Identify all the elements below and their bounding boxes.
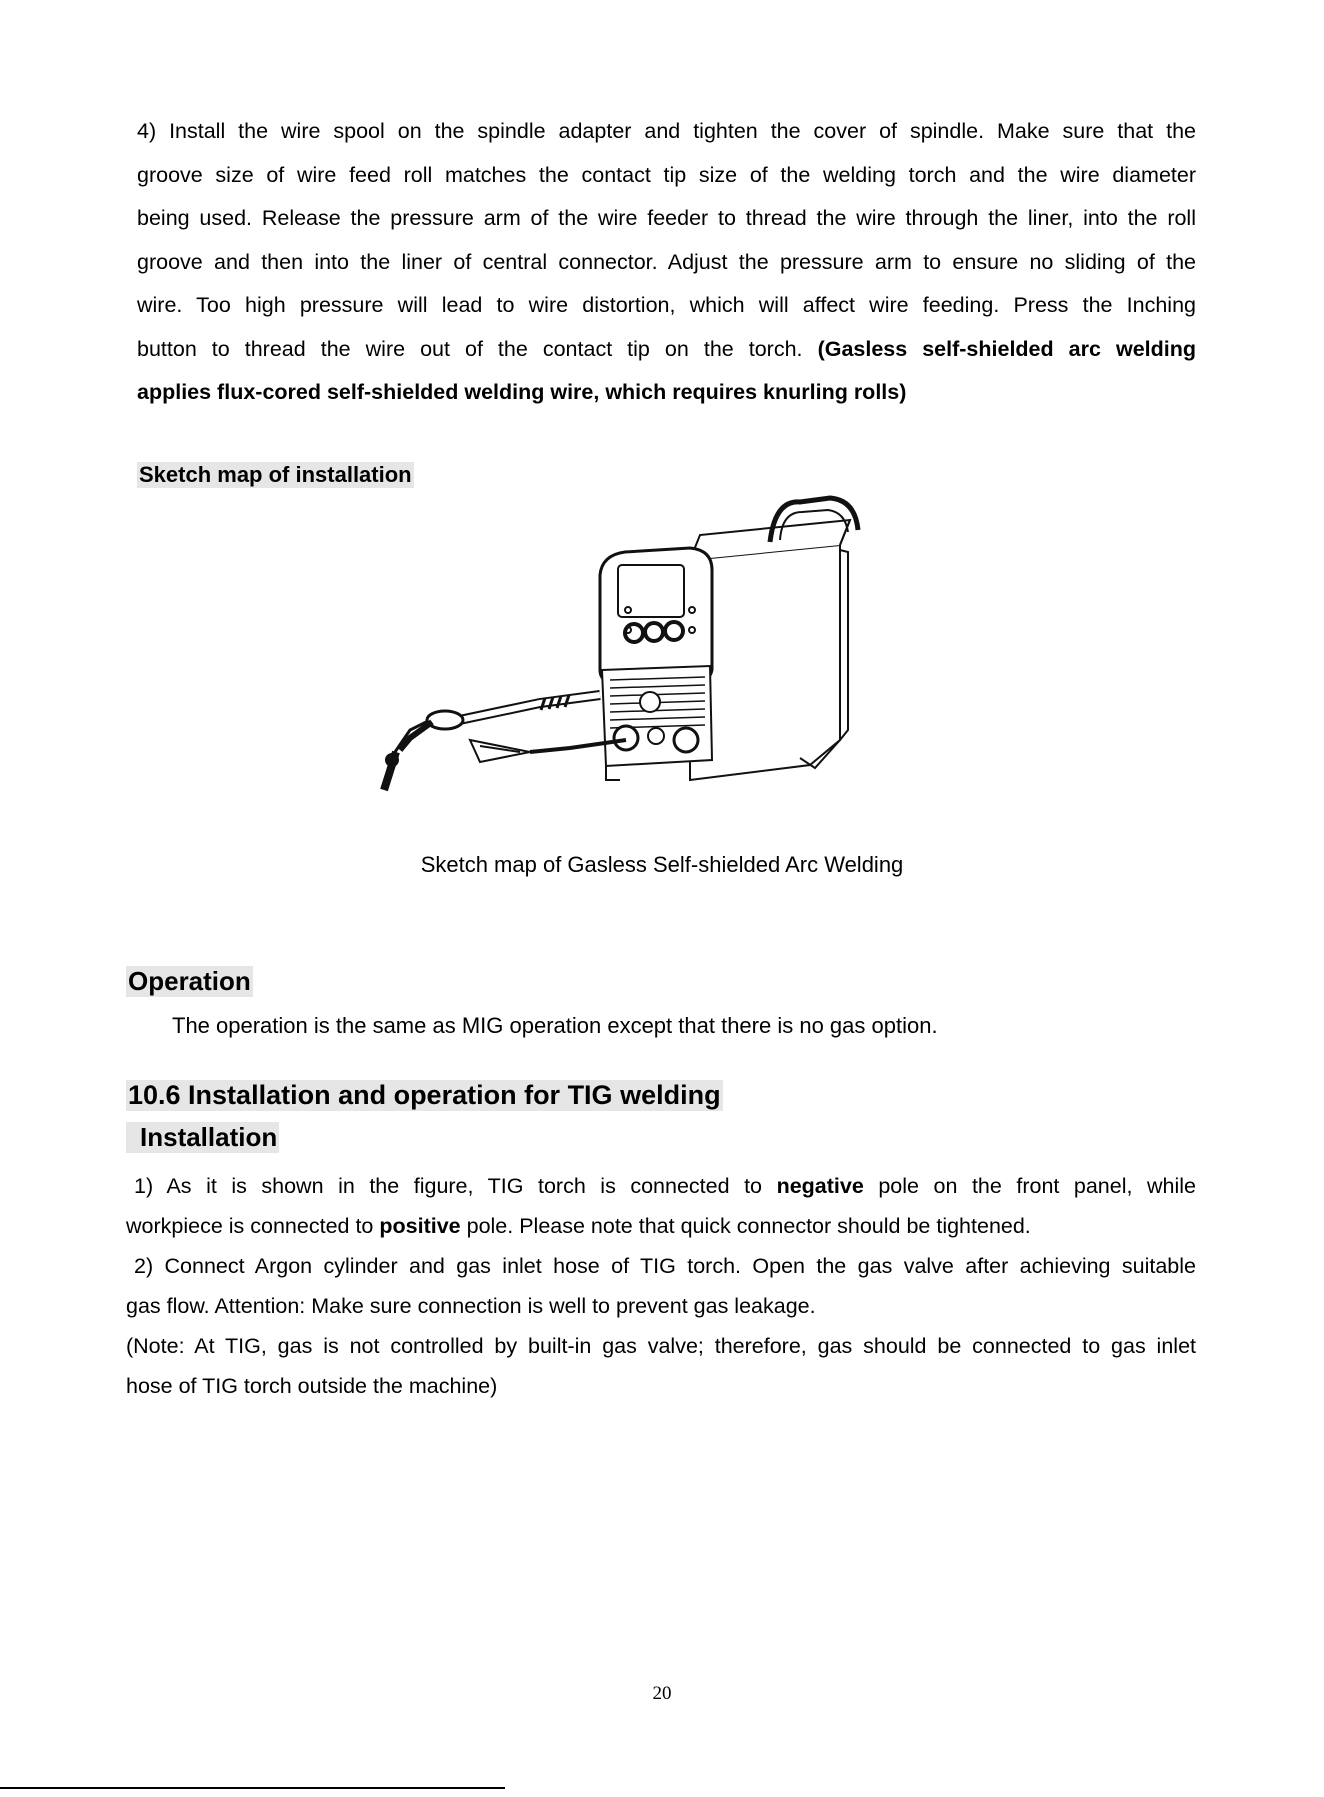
text-line: groove and then into the liner of central connector. Adjust the pressure arm to ensure no sliding of the (137, 249, 1196, 274)
text-line: 4) Install the wire spool on the spindle adapter and tighten the cover of spindle. Make sure that the (137, 119, 1196, 143)
text-line (137, 371, 1196, 415)
operation-text: The operation is the same as MIG operation except that there is no gas option. (172, 1013, 938, 1038)
text-segment: pole. Please note that quick connector should be tightened. (466, 1214, 1031, 1238)
text-line: hose of TIG torch outside the machine) (126, 1374, 498, 1398)
sketch-heading: Sketch map of installation (139, 462, 412, 487)
text-line: wire. Too high pressure will lead to wire distortion, which will affect wire feeding. Press the Inching (137, 293, 1196, 317)
text-line: groove size of wire feed roll matches the contact tip size of the welding torch and the wire diameter (137, 162, 1196, 187)
footer-rule (0, 1787, 505, 1789)
tig-installation-text (126, 1166, 1196, 1406)
text-line (126, 1166, 1196, 1206)
text-line (126, 1206, 1196, 1246)
welding-machine-illustration (370, 490, 970, 840)
bold-term: negative (776, 1174, 864, 1198)
text-segment: 1) As it is shown in the figure, TIG torch is connected to (134, 1174, 763, 1198)
bold-term: positive (379, 1214, 461, 1238)
text-line: (Note: At TIG, gas is not controlled by built-in gas valve; therefore, gas should be connected to gas inlet (126, 1334, 1196, 1358)
text-segment: pole on the front panel, while (878, 1174, 1196, 1198)
bold-note: (Gasless self-shielded arc welding (817, 336, 1196, 361)
step-4-paragraph (137, 110, 1196, 415)
operation-heading: Operation (128, 966, 251, 996)
text-segment: workpiece is connected to (126, 1214, 374, 1238)
text-line: 2) Connect Argon cylinder and gas inlet hose of TIG torch. Open the gas valve after achieving suitable (134, 1254, 1196, 1278)
installation-heading: Installation (126, 1122, 279, 1153)
text-segment: button to thread the wire out of the contact tip on the torch. (137, 336, 803, 361)
text-line: being used. Release the pressure arm of the wire feeder to thread the wire through the liner, into the roll (137, 206, 1196, 230)
bold-note: applies flux-cored self-shielded welding wire, which requires knurling rolls) (137, 380, 907, 404)
text-line: gas flow. Attention: Make sure connection is well to prevent gas leakage. (126, 1294, 816, 1318)
figure-caption: Sketch map of Gasless Self-shielded Arc Welding (420, 852, 904, 877)
page-number: 20 (652, 1683, 672, 1704)
section-heading: 10.6 Installation and operation for TIG welding (128, 1080, 721, 1110)
text-line (137, 328, 1196, 372)
